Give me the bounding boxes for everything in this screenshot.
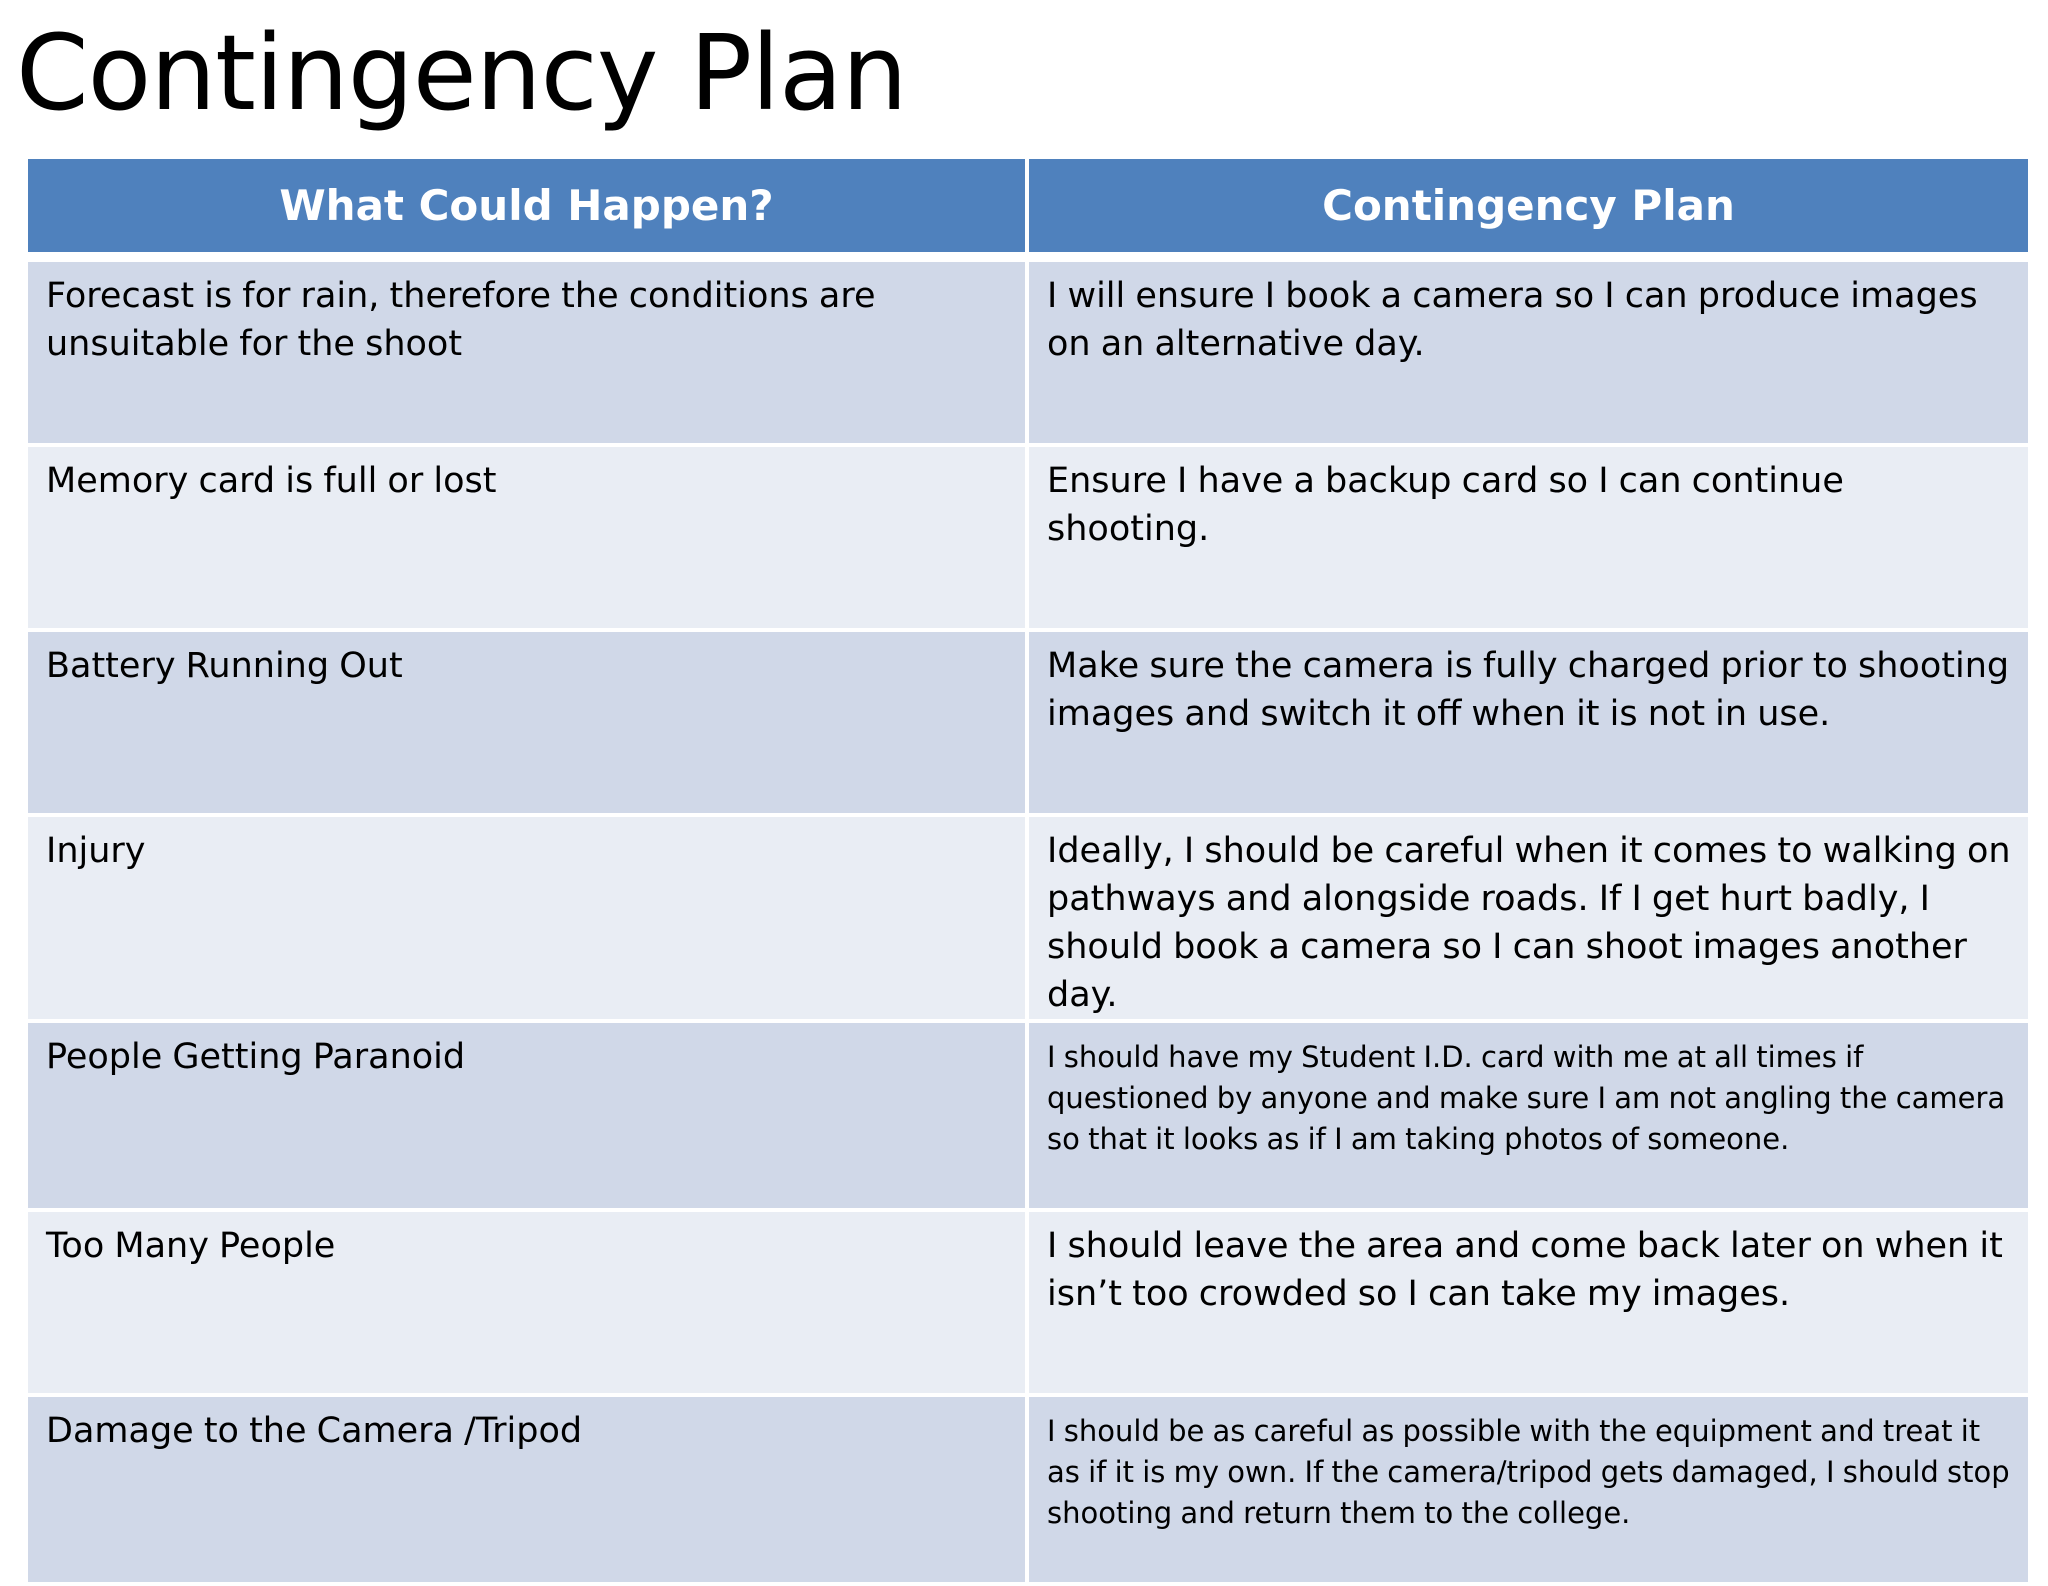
plan-cell: Ensure I have a backup card so I can continue shooting. xyxy=(1027,445,2030,630)
plan-cell: I should leave the area and come back later on when it isn’t too crowded so I can take my images. xyxy=(1027,1210,2030,1395)
plan-cell: Make sure the camera is fully charged prior to shooting images and switch it off when it is not in use. xyxy=(1027,630,2030,815)
table-header-row xyxy=(26,157,2030,257)
event-cell: People Getting Paranoid xyxy=(26,1021,1027,1210)
event-cell: Forecast is for rain, therefore the conditions are unsuitable for the shoot xyxy=(26,257,1027,445)
table-row xyxy=(26,445,2030,630)
event-cell: Injury xyxy=(26,815,1027,1021)
event-cell: Battery Running Out xyxy=(26,630,1027,815)
event-cell: Memory card is full or lost xyxy=(26,445,1027,630)
header-contingency-plan: Contingency Plan xyxy=(1027,157,2030,257)
table-row xyxy=(26,1395,2030,1584)
contingency-table xyxy=(24,155,2032,1586)
plan-cell: I will ensure I book a camera so I can produce images on an alternative day. xyxy=(1027,257,2030,445)
header-what-could-happen: What Could Happen? xyxy=(26,157,1027,257)
plan-cell: I should be as careful as possible with the equipment and treat it as if it is my own. If the camera/tripod gets damaged, I should stop shooting and return them to the college. xyxy=(1027,1395,2030,1584)
table-row xyxy=(26,257,2030,445)
plan-cell: I should have my Student I.D. card with me at all times if questioned by anyone and make sure I am not angling the camera so that it looks as if I am taking photos of someone. xyxy=(1027,1021,2030,1210)
event-cell: Damage to the Camera /Tripod xyxy=(26,1395,1027,1584)
table-row xyxy=(26,1210,2030,1395)
table-row xyxy=(26,1021,2030,1210)
table-row xyxy=(26,815,2030,1021)
plan-cell: Ideally, I should be careful when it comes to walking on pathways and alongside roads. If I get hurt badly, I should book a camera so I can shoot images another day. xyxy=(1027,815,2030,1021)
table-row xyxy=(26,630,2030,815)
slide-title: Contingency Plan xyxy=(16,12,907,134)
event-cell: Too Many People xyxy=(26,1210,1027,1395)
